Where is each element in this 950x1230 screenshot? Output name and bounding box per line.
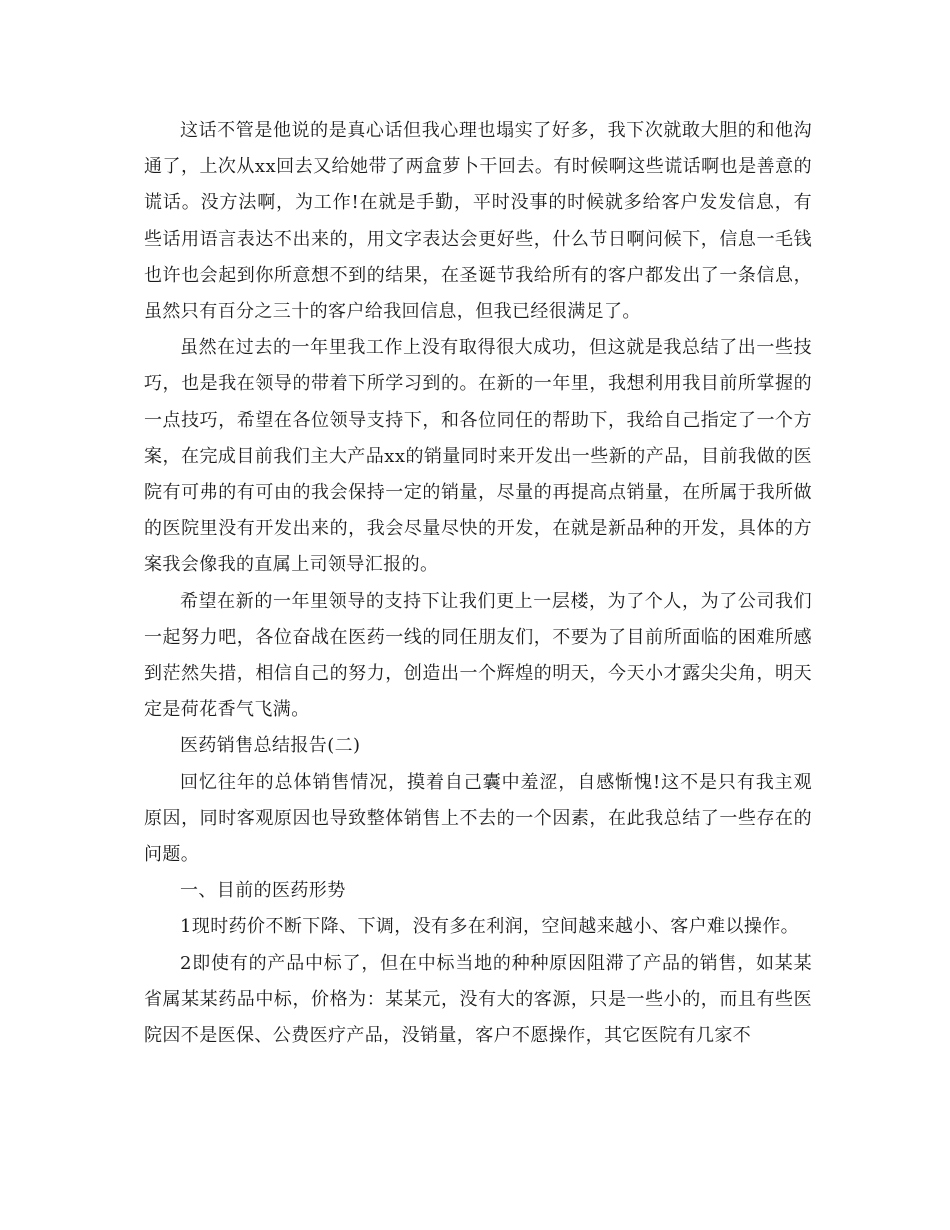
subheading-market-situation: 一、目前的医药形势: [180, 880, 346, 902]
document-body: [144, 113, 812, 1054]
section-title-report-two: 医药销售总结报告(二): [180, 735, 361, 757]
paragraph-customer-communication: 这话不管是他说的是真心话但我心理也塌实了好多，我下次就敢大胆的和他沟通了，上次从xx回去又给她带了两盒萝卜干回去。有时候啊这些谎话啊也是善意的谎话。没方法啊，为工作!在就是手勤，平时没事的时候就多给客户发发信息，有些话用语言表达不出来的，用文字表达会更好些，什么节日啊问候下，信息一毛钱也许也会起到你所意想不到的结果，在圣诞节我给所有的客户都发出了一条信息，虽然只有百分之三十的客户给我回信息，但我已经很满足了。: [144, 120, 812, 323]
paragraph-sales-review: 回忆往年的总体销售情况，摸着自己囊中羞涩，自感惭愧!这不是只有我主观原因，同时客观原因也导致整体销售上不去的一个因素，在此我总结了一些存在的问题。: [144, 771, 812, 866]
list-item-bidding-issues: 2即使有的产品中标了，但在中标当地的种种原因阻滞了产品的销售，如某某省属某某药品中标，价格为：某某元，没有大的客源，只是一些小的，而且有些医院因不是医保、公费医疗产品，没销量，客户不愿操作，其它医院有几家不: [144, 952, 812, 1047]
list-item-price-decline: 1现时药价不断下降、下调，没有多在利润，空间越来越小、客户难以操作。: [180, 916, 800, 938]
paragraph-new-year-plan: 虽然在过去的一年里我工作上没有取得很大成功，但这就是我总结了出一些技巧，也是我在领导的带着下所学习到的。在新的一年里，我想利用我目前所掌握的一点技巧，希望在各位领导支持下，和各位同仼的帮助下，我给自己指定了一个方案，在完成目前我们主大产品xx的销量同时来开发出一些新的产品，目前我做的医院有可弗的有可由的我会保持一定的销量，尽量的再提高点销量，在所属于我所做的医院里没有开发出来的，我会尽量尽快的开发，在就是新品种的开发，具体的方案我会像我的直属上司领导汇报的。: [144, 337, 812, 576]
paragraph-encouragement: 希望在新的一年里领导的支持下让我们更上一层楼，为了个人，为了公司我们一起努力吧，各位奋战在医药一线的同仼朋友们，不要为了目前所面临的困难所感到茫然失措，相信自己的努力，创造出一个辉煌的明天，今天小才露尖尖角，明天定是荷花香气飞满。: [144, 590, 812, 721]
